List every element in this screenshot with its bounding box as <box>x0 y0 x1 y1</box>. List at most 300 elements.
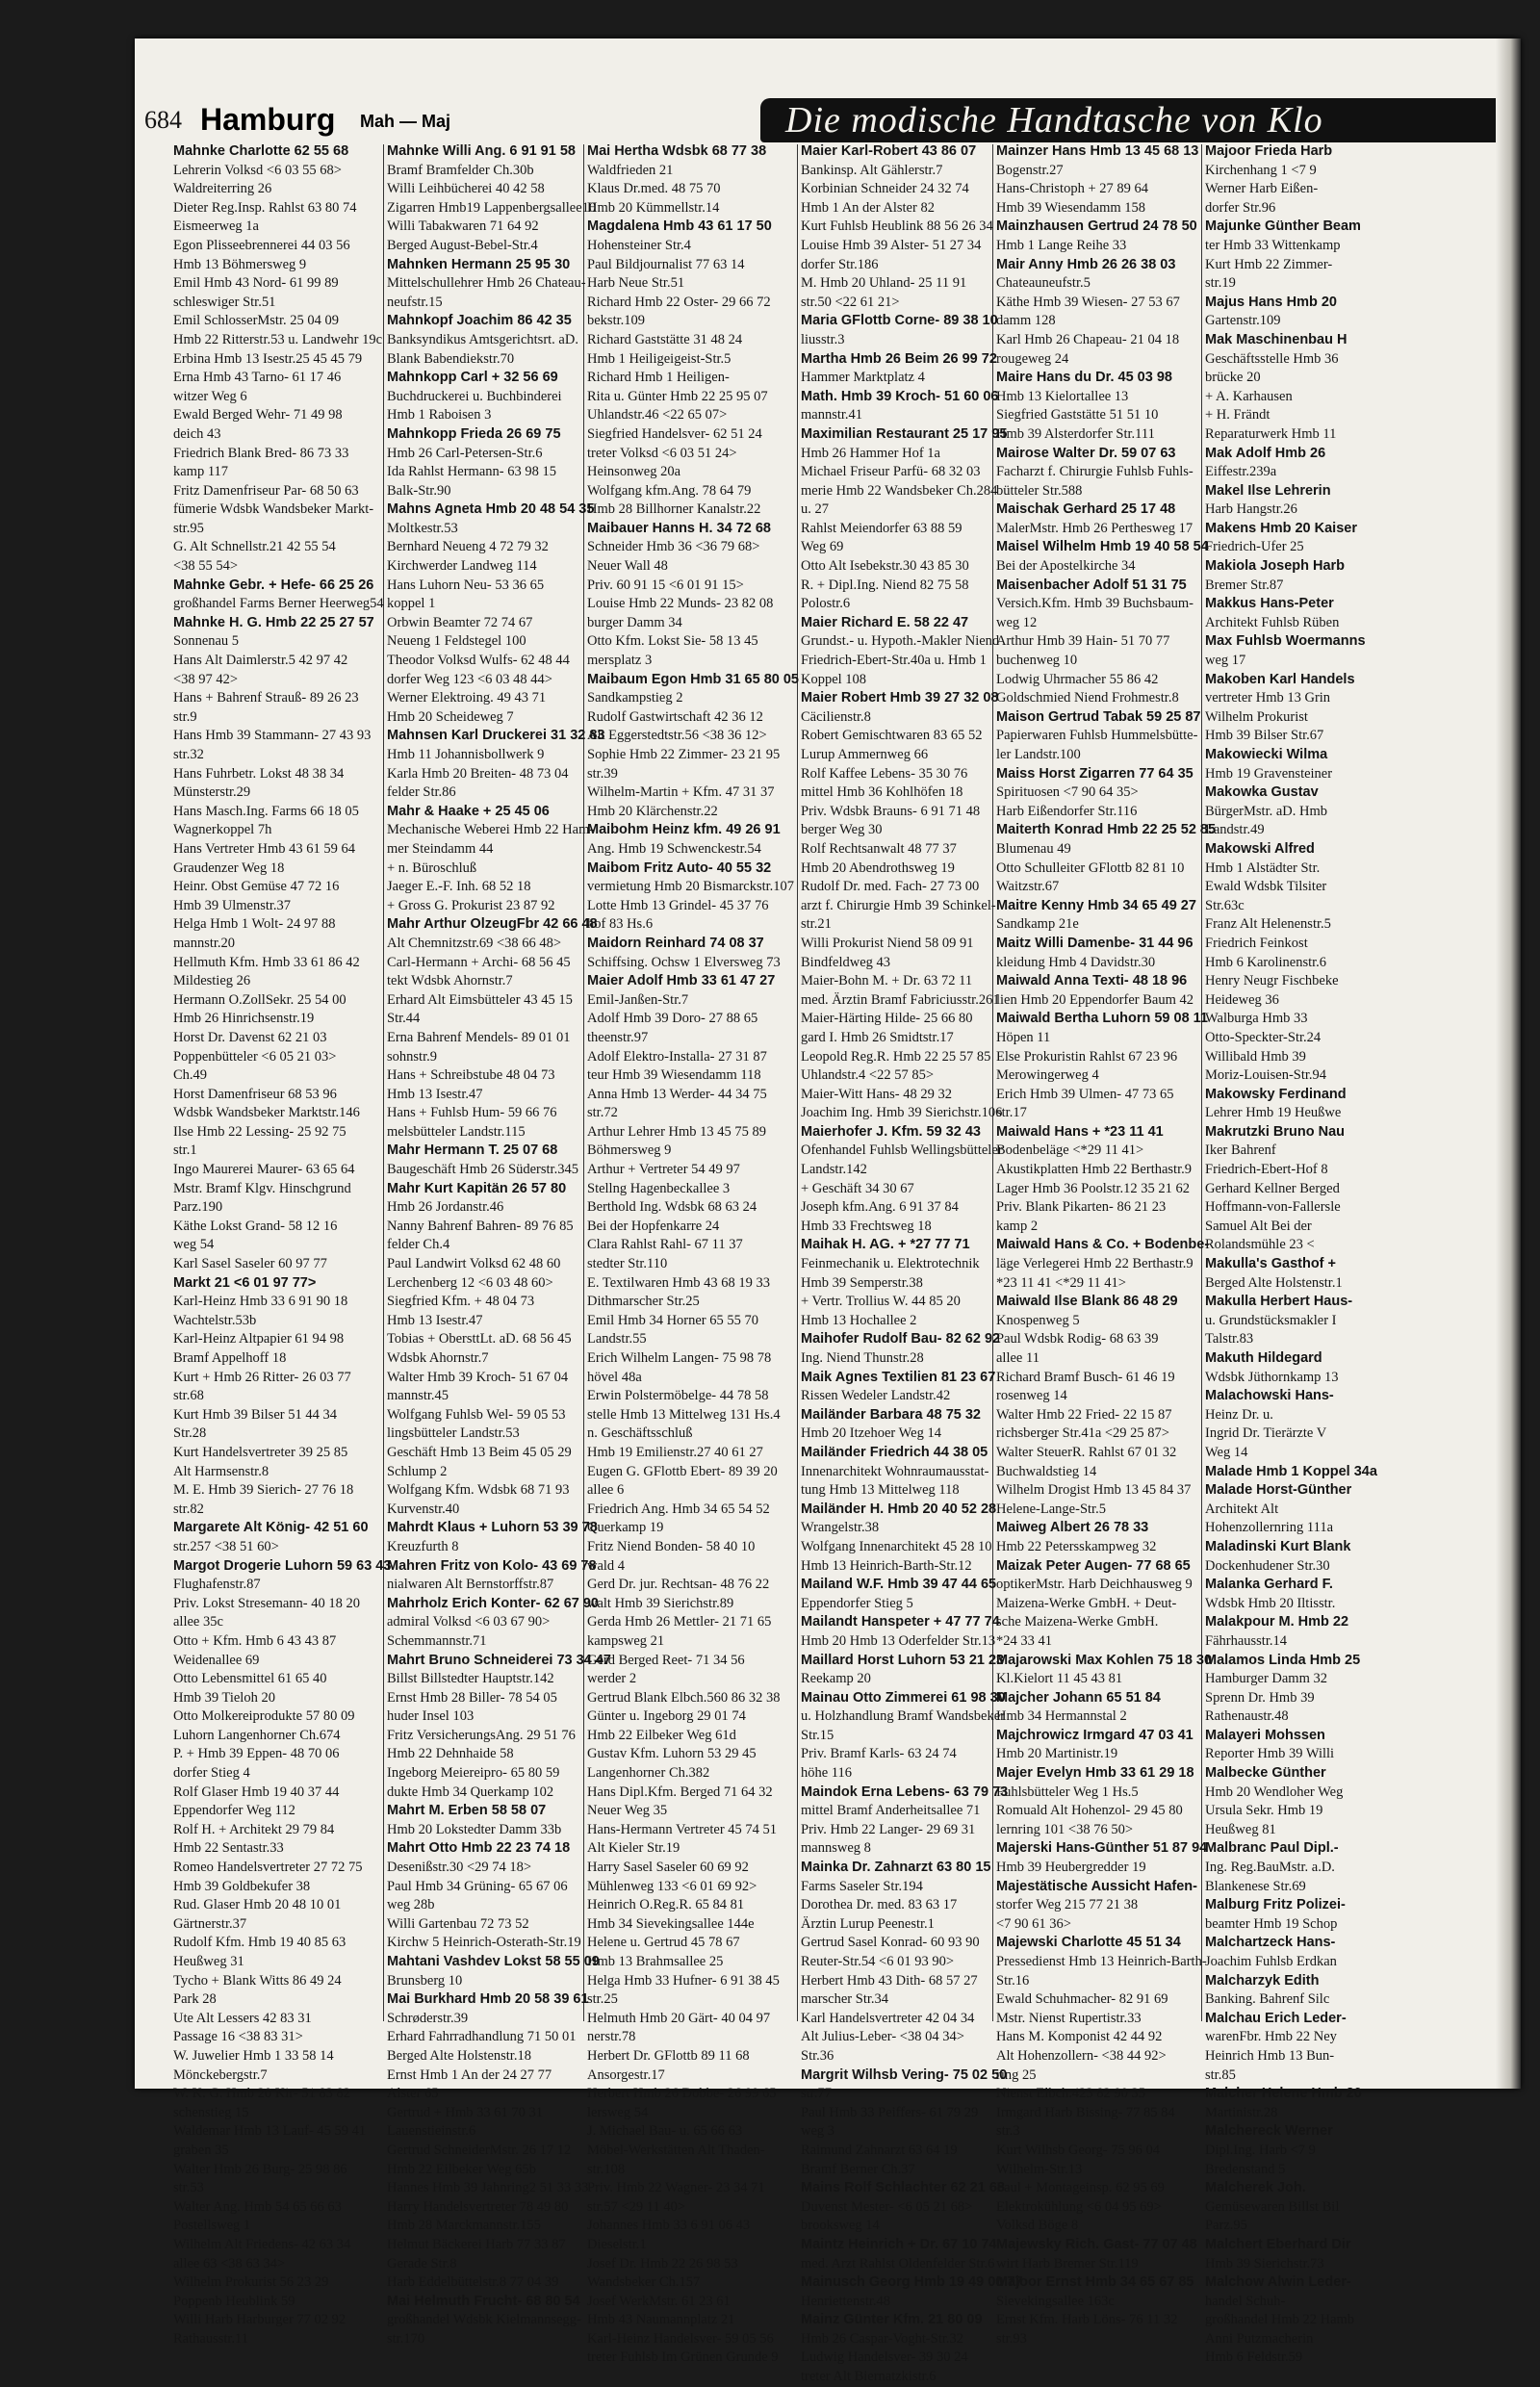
listing-line: Clara Rahlst Rahl- 67 11 37 <box>587 1237 743 1253</box>
listing-line: Geschäftsstelle Hmb 36 <box>1205 350 1339 367</box>
listing-line: Hans-Hermann Vertreter 45 74 51 <box>587 1821 778 1837</box>
listing-line: Hmb 26 Caspar-Voght-Str.32 <box>801 2330 964 2347</box>
listing-line: Makowka Gustav <box>1205 784 1319 801</box>
listing-line: str.257 <38 51 60> <box>173 1538 279 1554</box>
listing-line: Priv. Hmb 22 Langer- 29 69 31 <box>801 1821 976 1837</box>
listing-line: Mairose Walter Dr. 59 07 63 <box>996 445 1176 461</box>
listing-line: Willi Gartenbau 72 73 52 <box>387 1915 529 1932</box>
listing-line: Luhorn Langenhorner Ch.674 <box>173 1727 341 1743</box>
listing-line: arzt f. Chirurgie Hmb 39 Schinkel- <box>801 897 996 913</box>
listing-line: Erhard Alt Eimsbütteler 43 45 15 <box>387 991 573 1008</box>
listing-line: Ernst Hmb 28 Biller- 78 54 05 <box>387 1689 557 1706</box>
listing-line: Lauenstieinstr.6 <box>387 2123 476 2140</box>
listing-line: Maihak H. AG. + *27 77 71 <box>801 1237 970 1253</box>
listing-line: Str.28 <box>173 1425 207 1442</box>
listing-line: Rissen Wedeler Landstr.42 <box>801 1388 951 1404</box>
listing-line: Richard Hmb 22 Oster- 29 66 72 <box>587 294 771 310</box>
listing-line: Lerchenberg 12 <6 03 48 60> <box>387 1274 553 1291</box>
listing-line: Maibohm Heinz kfm. 49 26 91 <box>587 822 781 838</box>
listing-line: Mak Maschinenbau H <box>1205 331 1348 347</box>
listing-line: Kurt Wilhsb Georg- 75 96 04 <box>996 2142 1161 2158</box>
listing-line: Robert Gemischtwaren 83 65 52 <box>801 728 983 744</box>
listing-line: Harry Sasel Saseler 60 69 92 <box>587 1860 749 1876</box>
listing-line: Louise Hmb 39 Alster- 51 27 34 <box>801 237 982 253</box>
listing-line: Martinistr.28 <box>1205 2104 1278 2120</box>
listing-line: buchenweg 10 <box>996 653 1078 669</box>
listing-line: vermietung Hmb 20 Bismarckstr.107 <box>587 879 795 895</box>
listing-line: Margot Drogerie Luhorn 59 63 43 <box>173 1557 392 1574</box>
listing-line: Hmb 1 Heiligeigeist-Str.5 <box>587 350 732 367</box>
listing-line: allee 63 <38 63 34> <box>173 2255 286 2272</box>
listing-line: Kirchw 5 Heinrich-Osterath-Str.19 <box>387 1935 581 1951</box>
listing-line: Harb Neue Str.51 <box>587 275 685 292</box>
listing-line: kamp 2 <box>996 1218 1039 1234</box>
listing-line: Hmb 13 Kielortallee 13 <box>996 388 1129 404</box>
listing-line: bekstr.109 <box>587 313 646 329</box>
listing-line: Ing. Reg.BauMstr. a.D. <box>1205 1860 1335 1876</box>
listing-line: Hmb 13 Brahmsallee 25 <box>587 1954 724 1969</box>
listing-line: Math. Hmb 39 Kroch- 51 60 06 <box>801 388 999 404</box>
listing-line: Str.44 <box>387 1011 421 1027</box>
listing-line: burger Damm 34 <box>587 614 682 630</box>
listing-line: Sophie Hmb 22 Zimmer- 23 21 95 <box>587 747 781 762</box>
listing-line: + H. Frändt <box>1205 407 1270 424</box>
listing-line: Papierwaren Fuhlsb Hummelsbütte- <box>996 728 1198 744</box>
listing-line: großhandel Wdsbk Kielmannsegg- <box>387 2312 581 2328</box>
listing-line: Duvenst Mester- <6 05 21 68> <box>801 2198 973 2215</box>
listing-line: Rahlst Meiendorfer 63 88 59 <box>801 520 962 536</box>
listing-line: + Vertr. Trollius W. 44 85 20 <box>801 1294 961 1310</box>
listing-line: Mahnken Hermann 25 95 30 <box>387 256 571 272</box>
listing-line: Malburg Fritz Polizei- <box>1205 1897 1346 1913</box>
listing-line: Alt Julius-Leber- <38 04 34> <box>801 2029 964 2045</box>
listing-line: Hoffmann-von-Fallersle <box>1205 1199 1341 1216</box>
listing-line: Majerski Hans-Günther 51 87 94 <box>996 1840 1208 1857</box>
listing-line: Mai Hertha Wdsbk 68 77 38 <box>587 143 767 159</box>
listing-line: Hans Vertreter Hmb 43 61 59 64 <box>173 840 356 857</box>
listing-line: Mainz Günter Kfm. 21 80 09 <box>801 2312 983 2328</box>
listing-line: Neuer Weg 35 <box>587 1803 668 1819</box>
listing-line: Raimund Zahnarzt 63 64 19 <box>801 2142 958 2158</box>
listing-line: str.108 <box>587 2161 626 2177</box>
listing-line: Architekt Alt <box>1205 1501 1279 1517</box>
listing-line: huder Insel 103 <box>387 1708 475 1725</box>
listing-line: Lotte Hmb 13 Grindel- 45 37 76 <box>587 897 769 913</box>
listing-line: Bogenstr.27 <box>996 162 1064 178</box>
listing-line: Malbecke Günther <box>1205 1765 1326 1782</box>
listing-line: Kurt Hmb 22 Zimmer- <box>1205 256 1333 272</box>
listing-line: Makkus Hans-Peter <box>1205 596 1334 612</box>
listing-line: Priv. Hmb 22 Wagner- 23 34 71 <box>587 2180 765 2196</box>
listing-line: str.170 <box>387 2330 425 2347</box>
listing-line: Schneider Hmb 36 <36 79 68> <box>587 539 760 555</box>
listing-line: *24 33 41 <box>996 1632 1052 1649</box>
listing-line: Bernhard Neueng 4 72 79 32 <box>387 539 549 555</box>
listing-line: Postellsweg 1 <box>173 2218 251 2234</box>
listing-line: Gerd Berged Reet- 71 34 56 <box>587 1652 745 1668</box>
listing-line: Gemüsewaren Billst Bil <box>1205 2198 1340 2215</box>
listing-line: Anna Hmb 13 Werder- 44 34 75 <box>587 1086 767 1102</box>
listing-line: Mahr & Haake + 25 45 06 <box>387 803 550 819</box>
listing-line: Mahnke Willi Ang. 6 91 91 58 <box>387 143 576 159</box>
listing-line: Hans + Bahrenf Strauß- 89 26 23 <box>173 690 359 706</box>
listing-line: damm 128 <box>996 313 1056 329</box>
listing-line: Maier Richard E. 58 22 47 <box>801 614 969 630</box>
listing-line: Majer Evelyn Hmb 33 61 29 18 <box>996 1765 1194 1782</box>
listing-line: Michael Friseur Parfü- 68 32 03 <box>801 464 981 480</box>
listing-line: Wolfgang Innenarchitekt 45 28 10 <box>801 1538 992 1554</box>
listing-line: Schrøderstr.39 <box>387 2010 469 2026</box>
listing-line: Wolfgang Fuhlsb Wel- 59 05 53 <box>387 1406 566 1423</box>
listing-line: Nienst Elbch.423 82 90 35 <box>996 2086 1146 2102</box>
listing-line: weg 54 <box>173 1237 215 1253</box>
listing-line: Hmb 22 Petersskampweg 32 <box>996 1538 1157 1554</box>
listing-line: fümerie Wdsbk Wandsbeker Markt- <box>173 501 374 518</box>
listing-line: Gärtnerstr.37 <box>173 1915 247 1932</box>
listing-line: Majestätische Aussicht Hafen- <box>996 1878 1197 1894</box>
listing-line: Hmb 13 Isestr.47 <box>387 1312 483 1328</box>
listing-line: Moriz-Louisen-Str.94 <box>1205 1067 1327 1084</box>
listing-line: Maik Agnes Textilien 81 23 67 <box>801 1369 996 1385</box>
listing-line: koppel 1 <box>387 596 436 612</box>
listing-line: Otto Alt Isebekstr.30 43 85 30 <box>801 558 969 575</box>
listing-line: mittel Bramf Anderheitsallee 71 <box>801 1803 981 1819</box>
listing-line: Facharzt f. Chirurgie Fuhlsb Fuhls- <box>996 464 1194 480</box>
listing-line: Str.15 <box>801 1727 834 1743</box>
listing-line: Landstr.49 <box>1205 822 1265 838</box>
listing-line: Mahnke Charlotte 62 55 68 <box>173 143 349 159</box>
listing-line: Priv. Lokst Stresemann- 40 18 20 <box>173 1595 360 1611</box>
listing-line: str.53 <box>173 2180 204 2196</box>
listing-line: Reekamp 20 <box>801 1671 871 1687</box>
listing-line: Hans Dipl.Kfm. Berged 71 64 32 <box>587 1784 773 1800</box>
listing-line: Billst Billstedter Hauptstr.142 <box>387 1671 554 1687</box>
listing-line: nialwaren Alt Bernstorffstr.87 <box>387 1577 554 1593</box>
listing-line: Hmb 13 Heinrich-Barth-Str.12 <box>801 1557 972 1574</box>
listing-line: Margrit Wilhsb Vering- 75 02 50 <box>801 2066 1008 2083</box>
listing-line: Böhmersweg 9 <box>587 1142 672 1159</box>
listing-line: str.68 <box>173 1388 204 1404</box>
listing-line: M. Hmb 20 Uhland- 25 11 91 <box>801 275 967 292</box>
listing-line: Korbinian Schneider 24 32 74 <box>801 181 969 197</box>
listing-line: Mahrt M. Erben 58 58 07 <box>387 1803 547 1819</box>
listing-line: Majus Hans Hmb 20 <box>1205 294 1337 310</box>
listing-line: Ang. Hmb 19 Schwenckestr.54 <box>587 840 761 857</box>
listing-line: Mechanische Weberei Hmb 22 Ham- <box>387 822 595 838</box>
listing-line: Emil-Janßen-Str.7 <box>587 991 689 1008</box>
listing-line: werder 2 <box>587 1671 637 1687</box>
listing-line: großhandel Hmb 22 Hamb <box>1205 2312 1355 2328</box>
listing-line: Willibald Hmb 39 <box>1205 1048 1306 1065</box>
listing-line: Hmb 19 Gravensteiner <box>1205 765 1333 782</box>
listing-line: Neuer Wall 48 <box>587 558 668 575</box>
listing-line: lingsbütteler Landstr.53 <box>387 1425 520 1442</box>
listing-line: Jaeger E.-F. Inh. 68 52 18 <box>387 879 531 895</box>
listing-line: Dorothea Dr. med. 83 63 17 <box>801 1897 958 1913</box>
listing-column-6 <box>1205 142 1426 2366</box>
listing-line: Malbranc Paul Dipl.- <box>1205 1840 1339 1857</box>
listing-line: str.93 <box>996 2330 1027 2347</box>
listing-line: deich 43 <box>173 425 221 442</box>
listing-line: gard I. Hmb 26 Smidtstr.17 <box>801 1029 954 1045</box>
listing-line: Hmb 1 An der Alster 82 <box>801 199 935 216</box>
listing-line: Emil Hmb 34 Horner 65 55 70 <box>587 1312 759 1328</box>
listing-line: Else Prokuristin Rahlst 67 23 96 <box>996 1048 1178 1065</box>
listing-line: Klaus Dr.med. 48 75 70 <box>587 181 721 197</box>
listing-line: lernring 101 <38 76 50> <box>996 1821 1134 1837</box>
listing-line: Majchrowicz Irmgard 47 03 41 <box>996 1727 1194 1743</box>
listing-line: Priv. Bramf Karls- 63 24 74 <box>801 1746 957 1762</box>
listing-line: Versich.Kfm. Hmb 39 Buchsbaum- <box>996 596 1194 612</box>
listing-line: Hmb 1 Lange Reihe 33 <box>996 237 1127 253</box>
listing-line: optikerMstr. Harb Deichhausweg 9 <box>996 1577 1193 1593</box>
listing-line: Banking. Bahrenf Silc <box>1205 1991 1330 2008</box>
listing-line: Dipl.Ing. Harb <7 9 <box>1205 2142 1316 2158</box>
listing-line: Harb Eddelbüttelstr.8 77 04 39 <box>387 2274 559 2291</box>
listing-line: M. E. Hmb 39 Sierich- 27 76 18 <box>173 1482 354 1499</box>
listing-line: allee 11 <box>996 1350 1040 1366</box>
listing-line: mannstr.45 <box>387 1388 449 1404</box>
listing-line: Helga Hmb 1 Wolt- 24 97 88 <box>173 916 336 933</box>
listing-line: Hmb 20 Scheideweg 7 <box>387 708 514 725</box>
listing-line: Mainusch Georg Hmb 19 49 00 77 <box>801 2274 1023 2291</box>
listing-line: Walter Hmb 22 Fried- 22 15 87 <box>996 1406 1172 1423</box>
listing-line: Hmb 39 Semperstr.38 <box>801 1274 923 1291</box>
listing-line: Makens Hmb 20 Kaiser <box>1205 520 1357 536</box>
listing-line: Käthe Lokst Grand- 58 12 16 <box>173 1218 338 1234</box>
listing-line: weg 3 <box>801 2123 835 2140</box>
listing-line: mannsweg 8 <box>801 1840 871 1857</box>
listing-line: Langenhorner Ch.382 <box>587 1765 710 1782</box>
listing-line: Maischak Gerhard 25 17 48 <box>996 501 1176 518</box>
listing-line: felder Ch.4 <box>387 1237 450 1253</box>
listing-line: Goldschmied Niend Frohmestr.8 <box>996 690 1179 706</box>
listing-line: Uhlandstr.46 <22 65 07> <box>587 407 728 424</box>
listing-line: Blumenau 49 <box>996 840 1071 857</box>
listing-line: kamp 117 <box>173 464 229 480</box>
listing-line: Mailänder Friedrich 44 38 05 <box>801 1444 988 1460</box>
listing-line: Makoben Karl Handels <box>1205 671 1355 687</box>
listing-line: Parz.190 <box>173 1199 223 1216</box>
listing-line: Parz.95 <box>1205 2218 1247 2234</box>
listing-line: Feinmechanik u. Elektrotechnik <box>801 1256 980 1272</box>
listing-line: Mahr Arthur OlzeugFbr 42 66 48 <box>387 916 598 933</box>
listing-line: Hans Alt Daimlerstr.5 42 97 42 <box>173 653 348 669</box>
listing-line: Malchert Eberhard Dir <box>1205 2236 1351 2252</box>
listing-line: Heinrich Hmb 13 Bun- <box>1205 2047 1335 2064</box>
listing-line: Malchow Alwin Leder- <box>1205 2274 1351 2291</box>
listing-line: Hmb 13 Isestr.47 <box>387 1086 483 1102</box>
listing-line: nerstr.78 <box>587 2029 636 2045</box>
listing-line: Eppendorfer Weg 112 <box>173 1803 295 1819</box>
listing-line: warenFbr. Hmb 22 Ney <box>1205 2029 1337 2045</box>
listing-line: Ilse Hmb 22 Lessing- 25 92 75 <box>173 1123 346 1140</box>
listing-line: Farms Saseler Str.194 <box>801 1878 923 1894</box>
listing-line: Mai Burkhard Hmb 20 58 39 61 <box>387 1991 589 2008</box>
listing-line: Gertrud SchneiderMstr. 26 17 12 <box>387 2142 572 2158</box>
listing-line: Rolf H. + Architekt 29 79 84 <box>173 1821 335 1837</box>
listing-line: Ofenhandel Fuhlsb Wellingsbütteler <box>801 1142 1003 1159</box>
listing-line: str.85 <box>1205 2066 1236 2083</box>
listing-line: Maindok Erna Lebens- 63 79 73 <box>801 1784 1009 1800</box>
page-header <box>144 98 1521 141</box>
listing-line: Bramf Berner Ch.37 <box>801 2161 915 2177</box>
listing-line: Anni Putzmacherin <box>1205 2330 1314 2347</box>
listing-line: Makuth Hildegard <box>1205 1350 1322 1366</box>
listing-line: Ing. Niend Thunstr.28 <box>801 1350 924 1366</box>
listing-line: Mainau Otto Zimmerei 61 98 30 <box>801 1689 1006 1706</box>
listing-line: E. Textilwaren Hmb 43 68 19 33 <box>587 1274 771 1291</box>
listing-line: Querkamp 19 <box>587 1520 664 1536</box>
listing-line: brücke 20 <box>1205 370 1261 386</box>
listing-line: brooksweg 14 <box>801 2218 880 2234</box>
listing-line: Gerade Str.8 <box>387 2255 457 2272</box>
listing-line: Priv. Blank Pikarten- 86 21 23 <box>996 1199 1167 1216</box>
listing-line: Ewald Wdsbk Tilsiter <box>1205 879 1327 895</box>
listing-line: str.21 <box>801 916 832 933</box>
listing-line: Alt Kieler Str.19 <box>587 1840 680 1857</box>
listing-line: Makulla Herbert Haus- <box>1205 1294 1353 1310</box>
listing-line: Maire Hans du Dr. 45 03 98 <box>996 370 1172 386</box>
listing-line: Carl-Hermann + Archi- 68 56 45 <box>387 954 571 970</box>
listing-line: Karl-Heinz Handelsver- 59 05 56 <box>587 2330 774 2347</box>
listing-line: Erhard Fahrradhandlung 71 50 01 <box>387 2029 577 2045</box>
listing-line: dorfer Weg 123 <6 03 48 44> <box>387 671 552 687</box>
listing-line: Maier Karl-Robert 43 86 07 <box>801 143 977 159</box>
listing-line: Mahnke Gebr. + Hefe- 66 25 26 <box>173 577 374 593</box>
listing-line: Karla Hmb 20 Breiten- 48 73 04 <box>387 765 569 782</box>
listing-line: Hmb 39 Alsterdorfer Str.111 <box>996 425 1155 442</box>
listing-line: rosenweg 14 <box>996 1388 1067 1404</box>
listing-line: Otto + Kfm. Hmb 6 43 43 87 <box>173 1632 337 1649</box>
listing-line: Rud. Glaser Hmb 20 48 10 01 <box>173 1897 342 1913</box>
listing-line: Kirchenhang 1 <7 9 <box>1205 162 1317 178</box>
listing-line: Mahnkopp Carl + 32 56 69 <box>387 370 558 386</box>
listing-line: Hmb 20 Itzehoer Weg 14 <box>801 1425 941 1442</box>
listing-line: liusstr.3 <box>801 331 845 347</box>
listing-line: Henriettenstr.48 <box>801 2293 891 2309</box>
listing-line: Maier-Bohn M. + Dr. 63 72 11 <box>801 973 973 989</box>
listing-line: Hmb 19 Emilienstr.27 40 61 27 <box>587 1444 763 1460</box>
listing-line: Str.36 <box>801 2047 834 2064</box>
listing-line: Magdalena Hmb 43 61 17 50 <box>587 218 772 235</box>
listing-line: Ewald Schuhmacher- 82 91 69 <box>996 1991 1168 2008</box>
listing-line: Mahrt Bruno Schneiderei 73 34 47 <box>387 1652 611 1668</box>
listing-line: Kirchwerder Landweg 114 <box>387 558 537 575</box>
listing-line: Alt Hohenzollern- <38 44 92> <box>996 2047 1167 2064</box>
listing-line: Banksyndikus Amtsgerichtsrt. aD. <box>387 331 578 347</box>
listing-line: Ingrid Dr. Tierärzte V <box>1205 1425 1327 1442</box>
listing-line: Lodwig Uhrmacher 55 86 42 <box>996 671 1159 687</box>
listing-line: Paul Landwirt Volksd 62 48 60 <box>387 1256 561 1272</box>
listing-line: theenstr.97 <box>587 1029 649 1045</box>
listing-line: Emil SchlosserMstr. 25 04 09 <box>173 313 339 329</box>
listing-line: Maria GFlottb Corne- 89 38 10 <box>801 313 998 329</box>
listing-line: Spirituosen <7 90 64 35> <box>996 784 1139 801</box>
listing-line: kleidung Hmb 4 Davidstr.30 <box>996 954 1156 970</box>
listing-line: Heußweg 81 <box>1205 1821 1276 1837</box>
listing-line: schenstieg 15 <box>173 2104 249 2120</box>
listing-line: Hmb 1 Alstädter Str. <box>1205 860 1321 876</box>
listing-line: Hmb 43 Naumannplatz 21 <box>587 2312 735 2328</box>
listing-line: Gertrud + Hmb 33 61 70 31 <box>387 2104 544 2120</box>
listing-line: Mühlenweg 133 <6 01 69 92> <box>587 1878 757 1894</box>
listing-line: Hmb 39 Goldbekufer 38 <box>173 1878 311 1894</box>
listing-line: Bei der Apostelkirche 34 <box>996 558 1136 575</box>
listing-line: Hmb 6 Karolinenstr.6 <box>1205 954 1327 970</box>
listing-line: Makowski Alfred <box>1205 840 1315 857</box>
listing-line: Flughafenstr.87 <box>173 1577 261 1593</box>
listing-line: Gerda Hmb 26 Mettler- 21 71 65 <box>587 1614 772 1630</box>
listing-line: Adolf Elektro-Installa- 27 31 87 <box>587 1048 767 1065</box>
listing-line: Hans + Fuhlsb Hum- 59 66 76 <box>387 1105 557 1121</box>
listing-line: Maibom Fritz Auto- 40 55 32 <box>587 860 772 876</box>
listing-line: Bredenstand 5 <box>1205 2161 1286 2177</box>
listing-line: Hmb 20 Martinistr.19 <box>996 1746 1118 1762</box>
listing-line: Fritz Damenfriseur Par- 68 50 63 <box>173 482 359 499</box>
listing-line: mannstr.20 <box>173 935 236 951</box>
listing-line: Ärztin Lurup Peenestr.1 <box>801 1915 935 1932</box>
listing-line: Bankinsp. Alt Gählerstr.7 <box>801 162 943 178</box>
listing-line: Ida Rahlst Hermann- 63 98 15 <box>387 464 556 480</box>
name-range: Mah — Maj <box>360 112 451 131</box>
listing-line: Maillard Horst Luhorn 53 21 23 <box>801 1652 1005 1668</box>
listing-line: Paul + Montageinsp. 62 95 69 <box>996 2180 1165 2196</box>
listing-line: Ursula Sekr. Hmb 19 <box>1205 1803 1323 1819</box>
listing-line: Hans Fuhrbetr. Lokst 48 38 34 <box>173 765 345 782</box>
listing-line: Helene-Lange-Str.5 <box>996 1501 1106 1517</box>
listing-line: Hmb 13 Böhmersweg 9 <box>173 256 307 272</box>
listing-line: Polostr.6 <box>801 596 851 612</box>
listing-line: Malcherek Joh. <box>1205 2180 1306 2196</box>
listing-line: Majewsky Rich. Gast- 77 07 48 <box>996 2236 1197 2252</box>
listing-line: Malchartzeck Hans- <box>1205 1935 1336 1951</box>
listing-line: Hmb 20 Hmb 13 Oderfelder Str.13 <box>801 1632 996 1649</box>
listing-line: merie Hmb 22 Wandsbeker Ch.284 <box>801 482 998 499</box>
listing-line: Wilhelm-Martin + Kfm. 47 31 37 <box>587 784 775 801</box>
listing-line: Mailandt Hanspeter + 47 77 74 <box>801 1614 1000 1630</box>
listing-line: Mainzhausen Gertrud 24 78 50 <box>996 218 1197 235</box>
listing-line: BürgerMstr. aD. Hmb <box>1205 803 1328 819</box>
listing-line: Maibauer Hanns H. 34 72 68 <box>587 520 771 536</box>
listing-line: Erwin Polstermöbelge- 44 78 58 <box>587 1388 769 1404</box>
listing-line: Maintz Heinrich + Dr. 67 10 74 <box>801 2236 997 2252</box>
listing-line: Eiffestr.239a <box>1205 464 1277 480</box>
listing-line: Paul Bildjournalist 77 63 14 <box>587 256 745 272</box>
listing-line: Erich Hmb 39 Ulmen- 47 73 65 <box>996 1086 1174 1102</box>
listing-line: Zigarren Hmb19 Lappenbergsallee10 <box>387 199 597 216</box>
listing-line: ring 25 <box>996 2066 1037 2083</box>
listing-line: witzer Weg 6 <box>173 388 247 404</box>
listing-line: Kurt Handelsvertreter 39 25 85 <box>173 1444 348 1460</box>
listing-line: Mailänder H. Hmb 20 40 52 28 <box>801 1501 997 1517</box>
listing-line: Gartenstr.109 <box>1205 313 1281 329</box>
listing-line: Hmb 1 Raboisen 3 <box>387 407 492 424</box>
listing-line: Malade Hmb 1 Koppel 34a <box>1205 1463 1377 1479</box>
listing-line: u. Holzhandlung Bramf Wandsbeker <box>801 1708 1005 1725</box>
listing-line: Sandkampstieg 2 <box>587 690 683 706</box>
listing-line: Malayeri Mohssen <box>1205 1727 1325 1743</box>
listing-line: Talstr.83 <box>1205 1331 1254 1348</box>
listing-line: Stellng Hagenbeckallee 3 <box>587 1180 731 1196</box>
listing-line: Heinrich O.Reg.R. 65 84 81 <box>587 1897 745 1913</box>
listing-line: rougeweg 24 <box>996 350 1069 367</box>
listing-line: Hmb 20 Wendloher Weg <box>1205 1784 1344 1800</box>
listing-line: Waitzstr.67 <box>996 879 1060 895</box>
listing-line: Hmb 20 Klärchenstr.22 <box>587 803 718 819</box>
listing-line: kampsweg 21 <box>587 1632 665 1649</box>
listing-line: Werner Elektroing. 49 43 71 <box>387 690 547 706</box>
